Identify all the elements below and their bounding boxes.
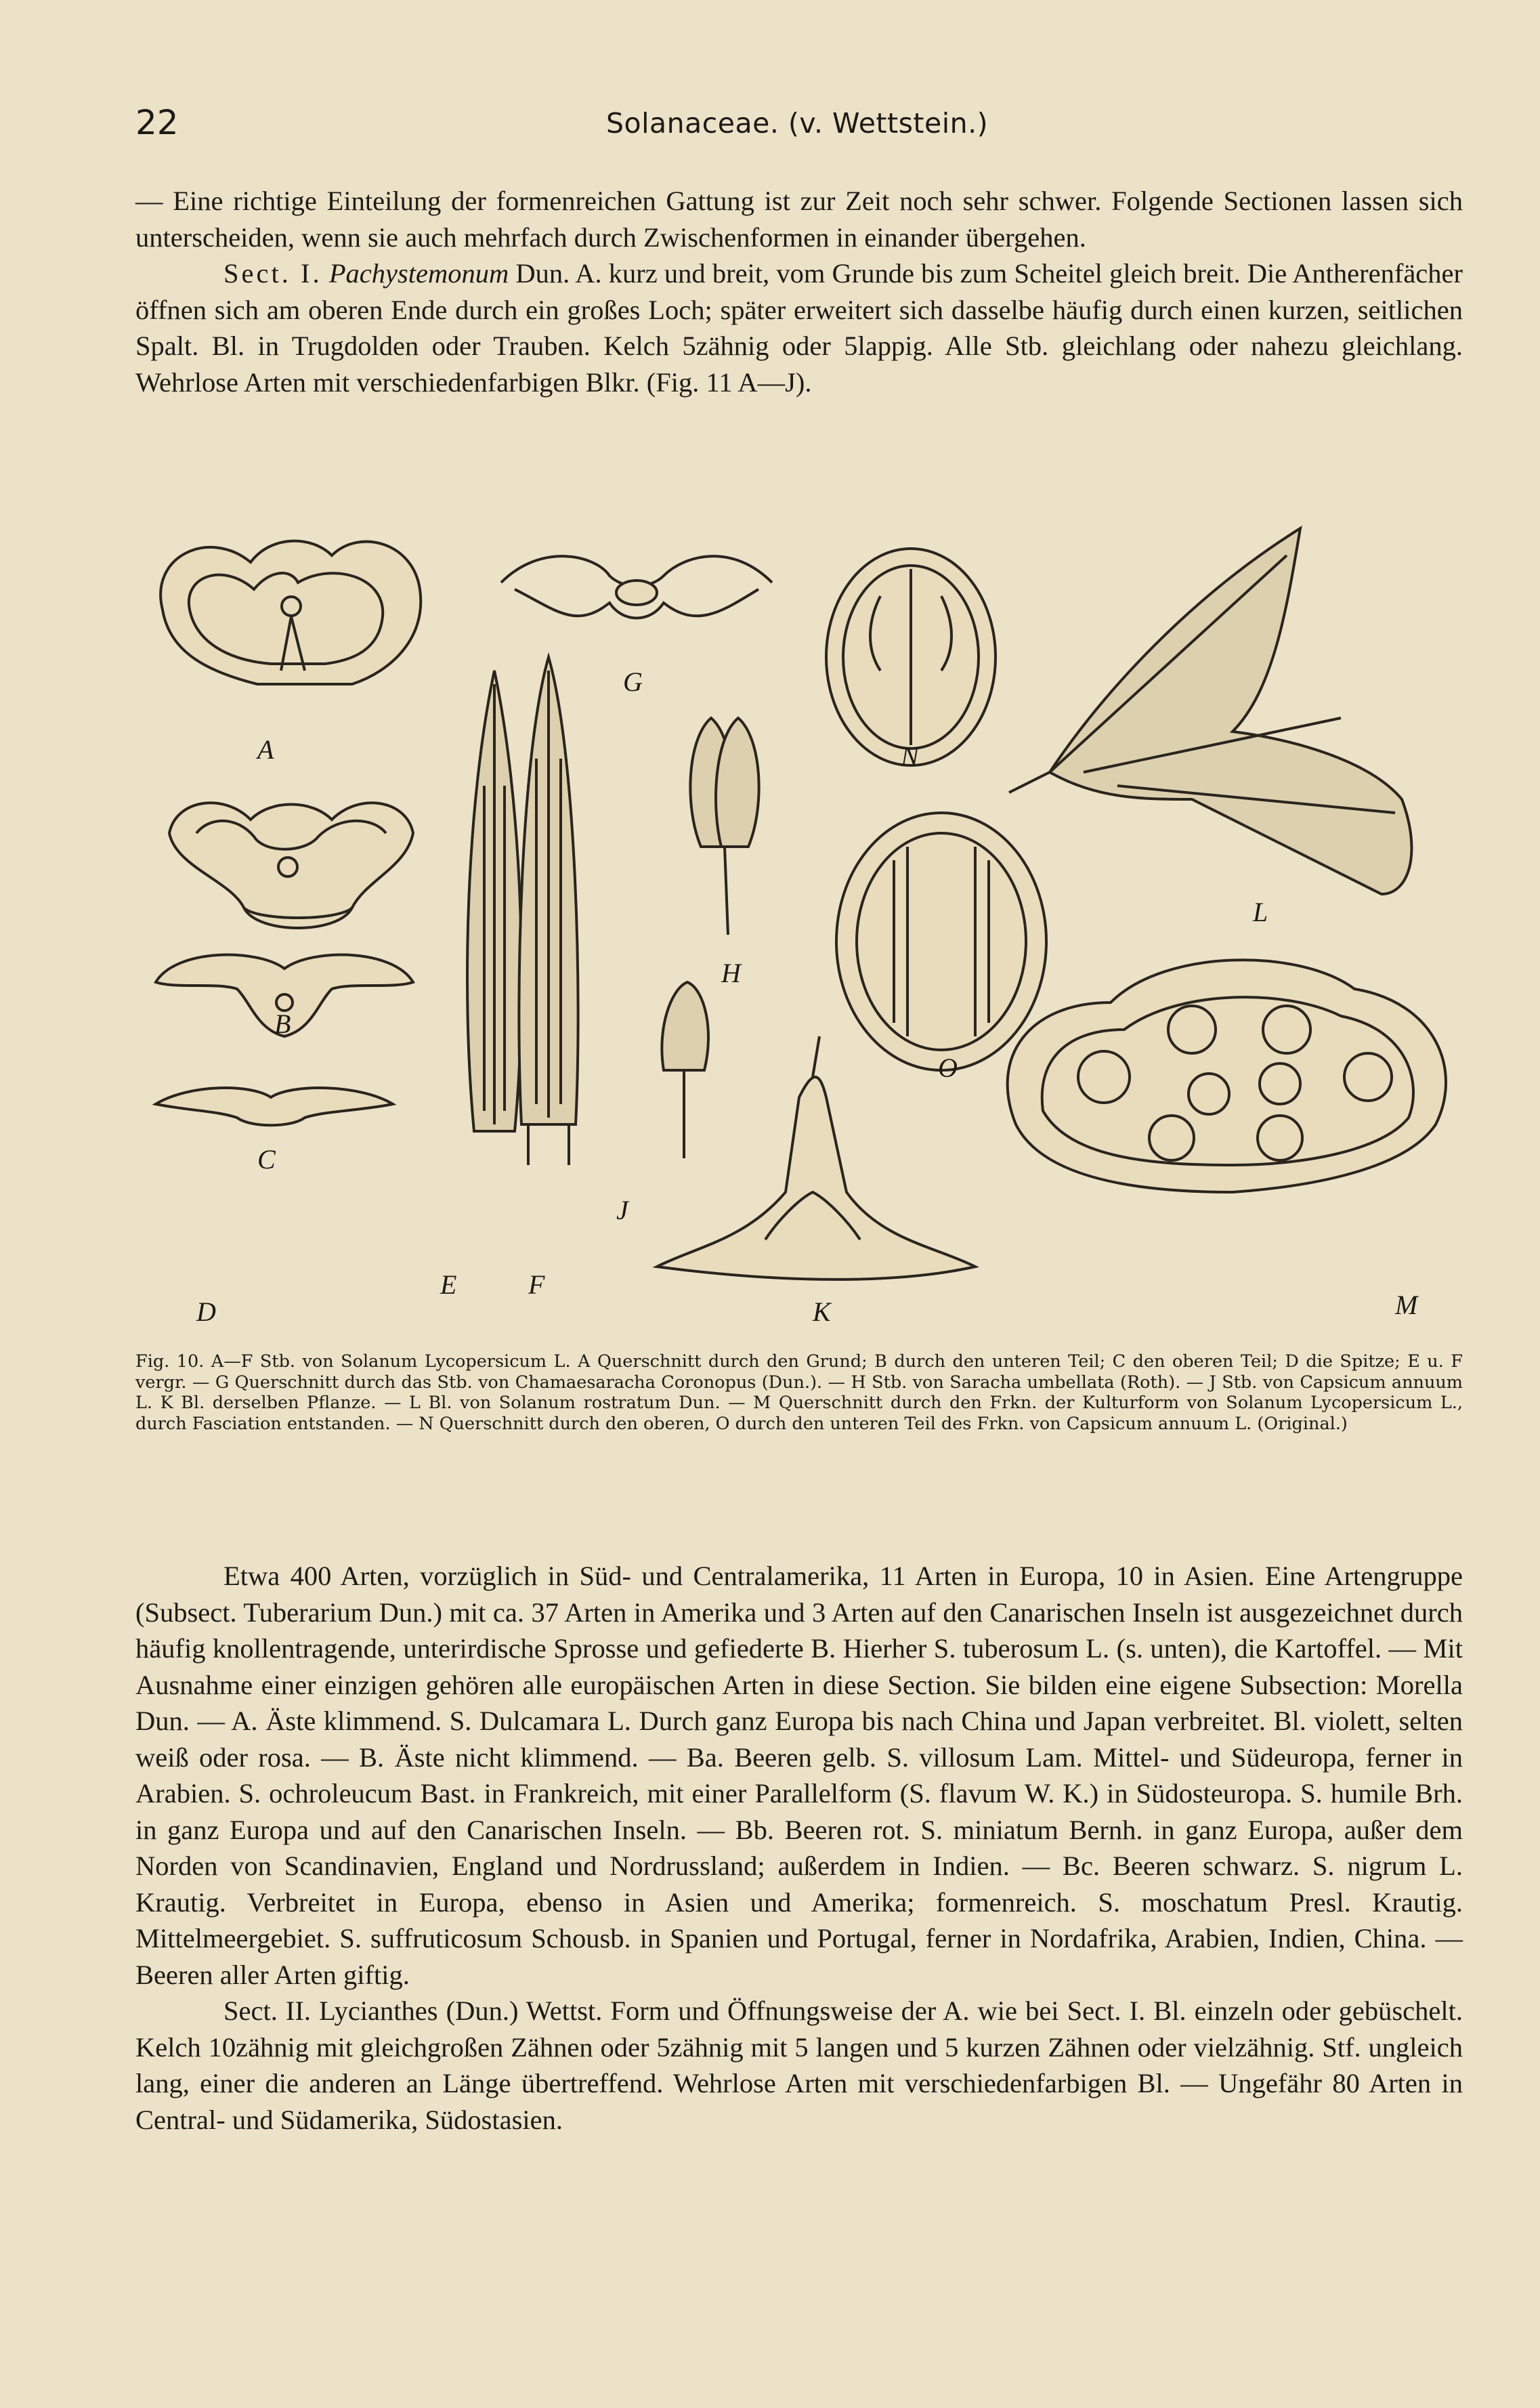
figure-label-K: K	[813, 1296, 831, 1327]
figure-label-H: H	[721, 958, 741, 988]
figure-label-E: E	[440, 1269, 457, 1300]
intro-paragraph: — Eine richtige Einteilung der formenreichen Gattung ist zur Zeit noch sehr schwer. Folgende Sectionen lassen sich unterscheiden, wenn sie auch mehrfach durch Zwischenformen in einander übergehen.	[135, 186, 1463, 253]
figure-drawing	[135, 515, 1483, 1341]
drawing-D	[156, 1088, 393, 1125]
drawing-G	[501, 556, 772, 618]
figure-label-G: G	[623, 667, 643, 697]
figure-label-L: L	[1253, 897, 1268, 927]
page-header	[135, 103, 1463, 150]
figure-label-C: C	[257, 1144, 276, 1175]
figure-label-J: J	[616, 1195, 628, 1225]
drawing-E	[467, 671, 521, 1131]
drawing-O	[836, 813, 1046, 1070]
drawing-K	[657, 1036, 975, 1280]
botanical-figure	[135, 515, 1483, 1341]
figure-caption: Fig. 10. A—F Stb. von Solanum Lycopersicum L. A Querschnitt durch den Grund; B durch den unteren Teil; C den oberen Teil; D die Spitze; E u. F vergr. — G Querschnitt durch das Stb. von Chamaesaracha Coronopus (Dun.). — H Stb. von Saracha umbellata (Roth). — J Stb. von Capsicum annuum L. K Bl. derselben Pflanze. — L Bl. von Solanum rostratum Dun. — M Querschnitt durch den Frkn. der Kulturform von Solanum Lycopersicum L., durch Fasciation entstanden. — N Querschnitt durch den oberen, O durch den unteren Teil des Frkn. von Capsicum annuum L. (Original.)	[135, 1351, 1463, 1434]
species-paragraph: Etwa 400 Arten, vorzüglich in Süd- und Centralamerika, 11 Arten in Europa, 10 in Asien. Eine Artengruppe (Subsect. Tuberarium Dun.) mit ca. 37 Arten in Amerika und 3 Arten auf den Canarischen Inseln ist ausgezeichnet durch häufig knollentragende, unterirdische Sprosse und gefiederte B. Hierher S. tuberosum L. (s. unten), die Kartoffel. — Mit Ausnahme einer einzigen gehören alle europäischen Arten in diese Section. Sie bilden eine eigene Subsection: Morella Dun. — A. Äste klimmend. S. Dulcamara L. Durch ganz Europa bis nach China und Japan verbreitet. Bl. violett, selten weiß oder rosa. — B. Äste nicht klimmend. — Ba. Beeren gelb. S. villosum Lam. Mittel- und Südeuropa, ferner in Arabien. S. ochroleucum Bast. in Frankreich, mit einer Parallelform (S. flavum W. K.) in Südosteuropa. S. humile Brh. in ganz Europa und auf den Canarischen Inseln. — Bb. Beeren rot. S. miniatum Bernh. in ganz Europa, außer dem Norden von Scandinavien, England und Nordrussland; außerdem in Indien. — Bc. Beeren schwarz. S. nigrum L. Krautig. Verbreitet in Europa, ebenso in Asien und Amerika; formenreich. S. moschatum Presl. Krautig. Mittelmeergebiet. S. suffruticosum Schousb. in Spanien und Portugal, ferner in Nordafrika, Arabien, Indien, China. — Beeren aller Arten giftig.	[135, 1561, 1463, 1990]
running-head: Solanaceae. (v. Wettstein.)	[606, 107, 989, 140]
section-two-paragraph: Sect. II. Lycianthes (Dun.) Wettst. Form und Öffnungsweise der A. wie bei Sect. I. Bl. einzeln oder gebüschelt. Kelch 10zähnig mit gleichgroßen Zähnen oder 5zähnig mit 5 langen und 5 kurzen Zähnen oder vielzähnig. Stf. ungleich lang, einer die anderen an Länge übertreffend. Wehrlose Arten mit verschiedenfarbigen Bl. — Ungefähr 80 Arten in Central- und Südamerika, Südostasien.	[135, 1995, 1463, 2135]
figure-label-A: A	[257, 734, 274, 765]
top-text	[135, 183, 1463, 400]
drawing-M	[1008, 960, 1446, 1192]
bottom-text	[135, 1558, 1463, 2138]
figure-label-M: M	[1395, 1290, 1418, 1320]
section-one-label: Sect. I.	[223, 258, 322, 289]
figure-label-B: B	[274, 1009, 291, 1039]
figure-label-F: F	[528, 1269, 545, 1300]
drawing-J	[662, 982, 708, 1158]
drawing-B	[169, 803, 413, 928]
section-one-name: Pachystemonum	[328, 258, 509, 289]
drawing-H	[690, 718, 758, 935]
page-number: 22	[135, 103, 179, 142]
section-one-paragraph	[135, 255, 1463, 400]
drawing-A	[161, 541, 421, 684]
figure-label-O: O	[938, 1053, 958, 1083]
drawing-N	[826, 549, 996, 765]
figure-label-N: N	[901, 741, 919, 772]
drawing-F	[519, 657, 578, 1165]
section-one-text: Dun. A. kurz und breit, vom Grunde bis zum Scheitel gleich breit. Die Antherenfächer öffnen sich am oberen Ende durch ein großes Loch; später erweitert sich dasselbe häufig durch einen kurzen, seitlichen Spalt. Bl. in Trugdolden oder Trauben. Kelch 5zähnig oder 5lappig. Alle Stb. gleichlang oder nahezu gleichlang. Wehrlose Arten mit verschiedenfarbigen Blkr. (Fig. 11 A—J).	[135, 258, 1463, 398]
figure-label-D: D	[196, 1296, 216, 1327]
drawing-L	[1009, 528, 1411, 894]
